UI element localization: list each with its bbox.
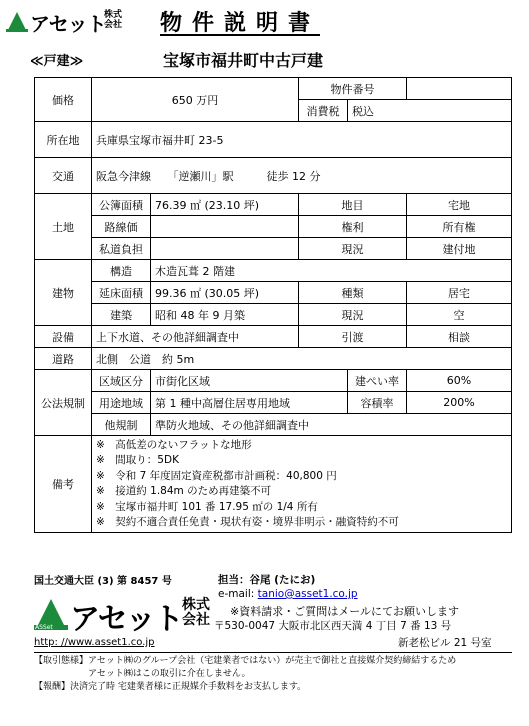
building-label: 建物 [35, 260, 92, 326]
land-status-label: 現況 [299, 238, 407, 260]
land-right: 所有権 [407, 216, 512, 238]
logo-corp: 株式会社 [104, 10, 123, 30]
building-struct: 木造瓦葺 2 階建 [151, 260, 512, 282]
remark-item: ※ 高低差のないフラットな地形 [96, 438, 252, 451]
building-type: 居宅 [407, 282, 512, 304]
facility-value: 上下水道、その他詳細調査中 [92, 326, 299, 348]
regulation-label: 公法規制 [35, 370, 92, 436]
website-link[interactable]: http: //www.asset1.co.jp [34, 637, 155, 648]
building-type-label: 種類 [299, 282, 407, 304]
land-private [151, 238, 299, 260]
id-label: 物件番号 [299, 78, 407, 100]
staff-name: 担当：谷尾 (たにお) [218, 574, 316, 586]
remarks-list [92, 436, 512, 533]
reg-other: 準防火地域、その他詳細調査中 [151, 414, 512, 436]
reg-bcr: 60% [407, 370, 512, 392]
price-row [35, 78, 512, 100]
reg-far: 200% [407, 392, 512, 414]
company-logo [34, 594, 214, 637]
svg-text:ASSet: ASSet [35, 624, 53, 630]
property-table [34, 77, 512, 533]
header-logo [6, 8, 126, 34]
remark-item: ※ 契約不適合責任免責・現状有姿・境界非明示・融資特約不可 [96, 516, 399, 528]
email-label: e-mail: [218, 588, 255, 600]
location-row [35, 122, 512, 158]
price-label: 価格 [35, 78, 92, 122]
footer [34, 572, 512, 653]
logo-wordmark: アセット [30, 12, 106, 36]
logo-mark-icon [6, 10, 28, 32]
reg-use: 第 1 種中高層住居専用地域 [151, 392, 348, 414]
license-number: 国土交通大臣 (3) 第 8457 号 [34, 576, 172, 587]
road-value: 北側 公道 約 5m [92, 348, 512, 370]
reg-bcr-label: 建ぺい率 [348, 370, 407, 392]
location-label: 所在地 [35, 122, 92, 158]
tax-value: 税込 [348, 100, 512, 122]
handover-label: 引渡 [299, 326, 407, 348]
contact-note: ※資料請求・ご質問はメールにてお願いします [230, 605, 459, 618]
property-name: 宝塚市福井町中古戸建 [163, 51, 324, 70]
land-route-label: 路線価 [92, 216, 151, 238]
remark-item: ※ 宝塚市福井町 101 番 17.95 ㎡の 1/4 所有 [96, 500, 318, 513]
remark-item: ※ 接道約 1.84m のため再建築不可 [96, 485, 272, 497]
company-building: 新老松ビル 21 号室 [398, 637, 492, 649]
building-floor: 99.36 ㎡ (30.05 坪) [151, 282, 299, 304]
id-value [407, 78, 512, 100]
land-route [151, 216, 299, 238]
tax-label: 消費税 [299, 100, 348, 122]
handover-value: 相談 [407, 326, 512, 348]
page-title: 物件説明書 [160, 11, 321, 36]
logo-wordmark: アセット [70, 602, 182, 637]
building-built-label: 建築 [92, 304, 151, 326]
company-address: 〒530-0047 大阪市北区西天満 4 丁目 7 番 13 号 [214, 620, 452, 632]
land-cat-label: 地目 [299, 194, 407, 216]
land-status: 建付地 [407, 238, 512, 260]
property-kind: ≪戸建≫ [30, 54, 84, 69]
location-value: 兵庫県宝塚市福井町 23-5 [92, 122, 512, 158]
reg-zone-label: 区域区分 [92, 370, 151, 392]
email-link[interactable]: tanio@asset1.co.jp [257, 588, 358, 600]
land-area-label: 公簿面積 [92, 194, 151, 216]
reg-far-label: 容積率 [348, 392, 407, 414]
traffic-label: 交通 [35, 158, 92, 194]
terms-line: 【取引態様】アセット㈱のグループ会社（宅建業者ではない）が売主で御社と直接媒介契約締結するため [34, 656, 457, 666]
remarks-label: 備考 [35, 436, 92, 533]
price-value: 650 万円 [92, 78, 299, 122]
email-line [218, 588, 358, 600]
land-private-label: 私道負担 [92, 238, 151, 260]
traffic-row [35, 158, 512, 194]
land-label: 土地 [35, 194, 92, 260]
building-status: 空 [407, 304, 512, 326]
trade-terms [34, 655, 512, 694]
reg-other-label: 他規制 [92, 414, 151, 436]
building-status-label: 現況 [299, 304, 407, 326]
building-built: 昭和 48 年 9 月築 [151, 304, 299, 326]
land-area: 76.39 ㎡ (23.10 坪) [151, 194, 299, 216]
terms-line: 【報酬】決済完了時 宅建業者様に正規媒介手数料をお支払します。 [34, 682, 307, 692]
reg-use-label: 用途地域 [92, 392, 151, 414]
logo-mark-icon [34, 596, 68, 630]
land-right-label: 権利 [299, 216, 407, 238]
building-floor-label: 延床面積 [92, 282, 151, 304]
logo-corp: 株式会社 [182, 597, 210, 628]
remark-item: ※ 令和 7 年度固定資産税都市計画税：40,800 円 [96, 469, 337, 482]
road-label: 道路 [35, 348, 92, 370]
remark-item: ※ 間取り：5DK [96, 454, 179, 466]
traffic-value: 阪急今津線 「逆瀬川」駅 徒歩 12 分 [92, 158, 512, 194]
reg-zone: 市街化区域 [151, 370, 348, 392]
terms-line: アセット㈱はこの取引に介在しません。 [34, 669, 251, 679]
land-cat: 宅地 [407, 194, 512, 216]
facility-label: 設備 [35, 326, 92, 348]
building-struct-label: 構造 [92, 260, 151, 282]
